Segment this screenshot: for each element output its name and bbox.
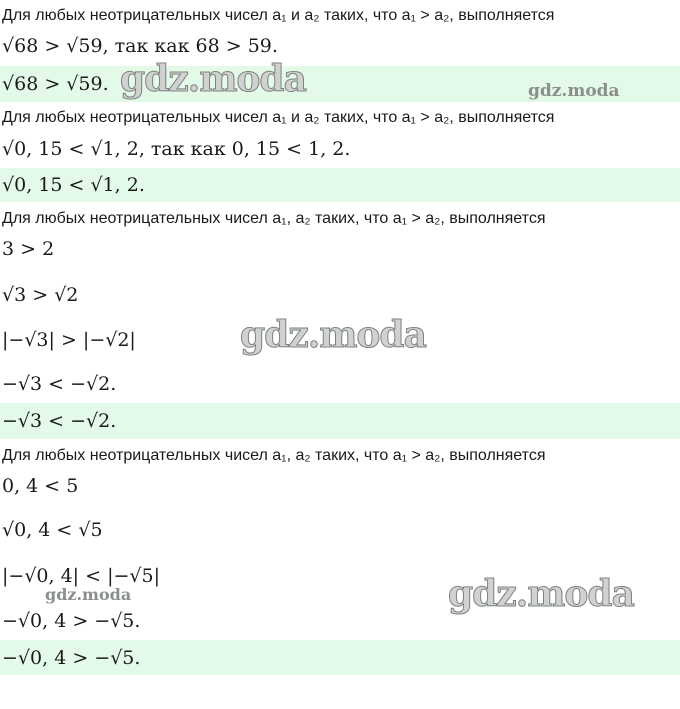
- answer-highlight-2: [0, 168, 680, 202]
- answer-text-4: −√0, 4 > −√5.: [2, 646, 141, 669]
- watermark-logo: gdz.moda: [120, 58, 306, 100]
- intro-text-4: Для любых неотрицательных чисел a₁, a₂ таких, что a₁ > a₂, выполняется: [2, 447, 546, 464]
- step-line: 3 > 2: [2, 238, 55, 260]
- step-line: −√3 < −√2.: [2, 373, 117, 395]
- step-line: √3 > √2: [2, 284, 79, 306]
- watermark-logo: gdz.moda: [240, 314, 426, 356]
- watermark-logo: gdz.moda: [448, 573, 634, 615]
- watermark-logo: gdz.moda: [528, 81, 620, 101]
- comparison-line-1: √68 > √59, так как 68 > 59.: [2, 35, 278, 57]
- answer-text-3: −√3 < −√2.: [2, 410, 117, 432]
- step-line: |−√3| > |−√2|: [2, 329, 136, 351]
- comparison-line-2: √0, 15 < √1, 2, так как 0, 15 < 1, 2.: [2, 138, 351, 160]
- answer-highlight-3: [0, 403, 680, 439]
- step-line: 0, 4 < 5: [2, 475, 79, 497]
- watermark-logo: gdz.moda: [45, 585, 132, 604]
- answer-highlight-4: [0, 640, 680, 675]
- step-line: √0, 4 < √5: [2, 519, 103, 541]
- intro-text-3: Для любых неотрицательных чисел a₁, a₂ таких, что a₁ > a₂, выполняется: [2, 210, 546, 227]
- step-line: |−√0, 4| < |−√5|: [2, 565, 161, 587]
- step-line: −√0, 4 > −√5.: [2, 610, 141, 632]
- intro-text-1: Для любых неотрицательных чисел a₁ и a₂ таких, что a₁ > a₂, выполняется: [2, 7, 555, 24]
- intro-text-2: Для любых неотрицательных чисел a₁ и a₂ таких, что a₁ > a₂, выполняется: [2, 109, 555, 126]
- answer-text-1: √68 > √59.: [2, 73, 109, 95]
- answer-text-2: √0, 15 < √1, 2.: [2, 174, 145, 196]
